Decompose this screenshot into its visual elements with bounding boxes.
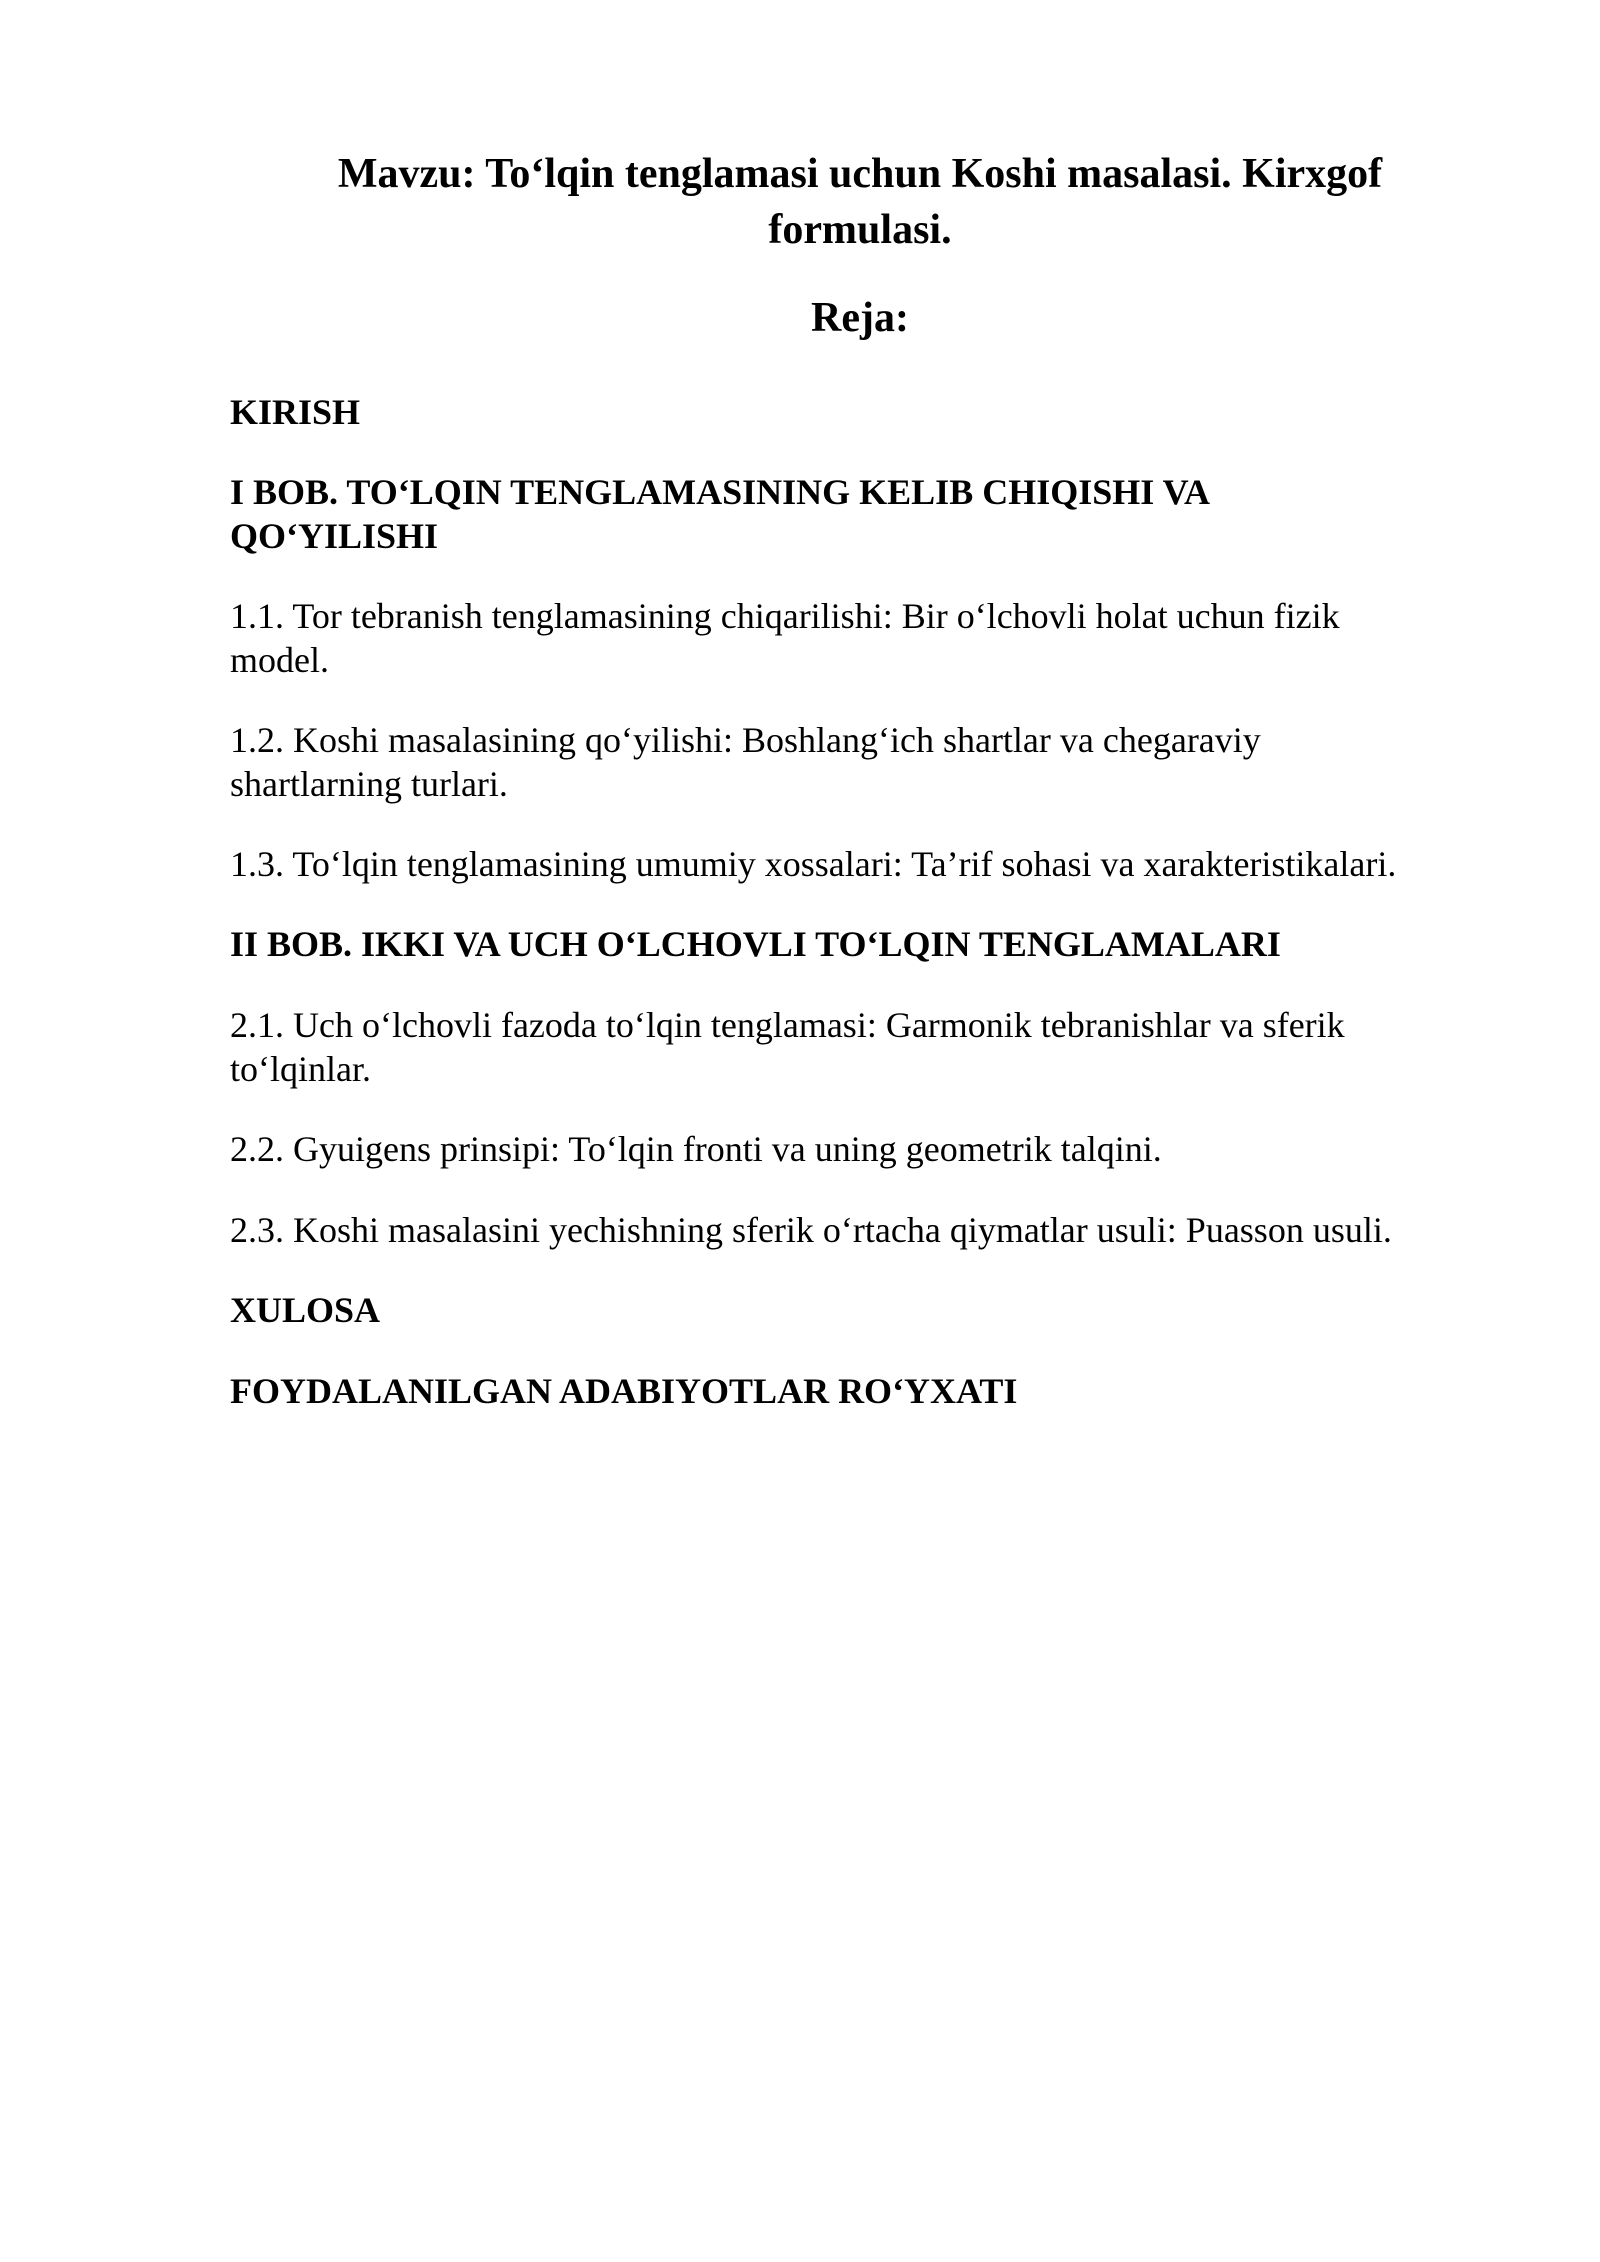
chapter-1-heading-line-2: QO‘YILISHI (230, 516, 439, 556)
plan-heading: Reja: (811, 295, 909, 341)
subsection-1-1 (230, 594, 1480, 682)
subsection-2-1-line-1: 2.1. Uch o‘lchovli fazoda to‘lqin tenglamasi: Garmonik tebranishlar va sferik (230, 1005, 1345, 1045)
subsection-2-1 (230, 1003, 1480, 1091)
subsection-1-2-line-2: shartlarning turlari. (230, 764, 508, 804)
section-heading-xulosa: XULOSA (230, 1290, 381, 1330)
title-line-1: Mavzu: To‘lqin tenglamasi uchun Koshi masalasi. Kirxgof (337, 151, 1383, 197)
section-heading-references: FOYDALANILGAN ADABIYOTLAR RO‘YXATI (230, 1371, 1018, 1411)
page-title (300, 146, 1420, 258)
subsection-1-1-line-1: 1.1. Tor tebranish tenglamasining chiqarilishi: Bir o‘lchovli holat uchun fizik (230, 596, 1340, 636)
subsection-2-2: 2.2. Gyuigens prinsipi: To‘lqin fronti va uning geometrik talqini. (230, 1129, 1162, 1169)
subsection-1-1-line-2: model. (230, 640, 329, 680)
subsection-1-2-line-1: 1.2. Koshi masalasining qo‘yilishi: Boshlang‘ich shartlar va chegaraviy (230, 720, 1261, 760)
subsection-2-3: 2.3. Koshi masalasini yechishning sferik o‘rtacha qiymatlar usuli: Puasson usuli. (230, 1210, 1392, 1250)
subsection-1-2 (230, 718, 1480, 806)
chapter-1-heading-line-1: I BOB. TO‘LQIN TENGLAMASINING KELIB CHIQISHI VA (230, 472, 1210, 512)
chapter-1-heading (230, 470, 1480, 558)
title-line-2: formulasi. (768, 207, 952, 253)
chapter-2-heading: II BOB. IKKI VA UCH O‘LCHOVLI TO‘LQIN TENGLAMALARI (230, 924, 1281, 964)
subsection-1-3: 1.3. To‘lqin tenglamasining umumiy xossalari: Ta’rif sohasi va xarakteristikalari. (230, 844, 1397, 884)
subsection-2-1-line-2: to‘lqinlar. (230, 1049, 371, 1089)
section-heading-kirish: KIRISH (230, 392, 361, 432)
